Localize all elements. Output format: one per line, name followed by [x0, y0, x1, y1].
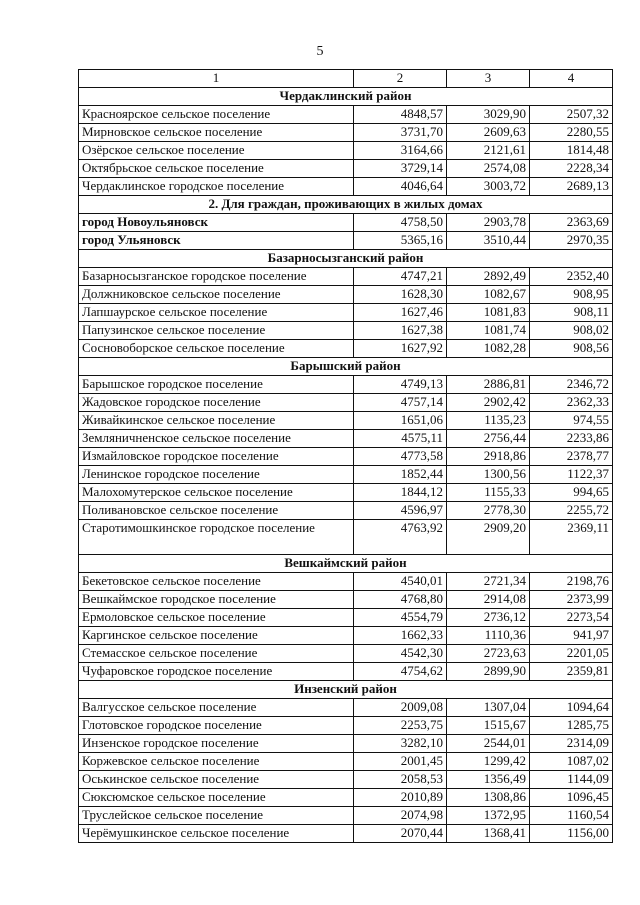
- value-col-2: 2009,08: [354, 699, 447, 717]
- table-row: [79, 789, 613, 807]
- value-col-3: 2721,34: [447, 573, 530, 591]
- settlement-name: Малохомутерское сельское поселение: [79, 484, 354, 502]
- settlement-name: Чердаклинское городское поселение: [79, 178, 354, 196]
- value-col-3: 3510,44: [447, 232, 530, 250]
- value-col-4: 908,95: [530, 286, 613, 304]
- value-col-4: 1087,02: [530, 753, 613, 771]
- settlement-name: Барышское городское поселение: [79, 376, 354, 394]
- settlement-name: Стемасское сельское поселение: [79, 645, 354, 663]
- value-col-3: 3003,72: [447, 178, 530, 196]
- section-title: Барышский район: [79, 358, 613, 376]
- value-col-4: 2378,77: [530, 448, 613, 466]
- settlement-name: Коржевское сельское поселение: [79, 753, 354, 771]
- value-col-4: 1156,00: [530, 825, 613, 843]
- value-col-3: 2723,63: [447, 645, 530, 663]
- value-col-2: 2010,89: [354, 789, 447, 807]
- value-col-2: 1628,30: [354, 286, 447, 304]
- value-col-2: 1852,44: [354, 466, 447, 484]
- settlement-name: Бекетовское сельское поселение: [79, 573, 354, 591]
- settlement-name: Чуфаровское городское поселение: [79, 663, 354, 681]
- value-col-3: 1082,67: [447, 286, 530, 304]
- tariff-table: [78, 69, 613, 843]
- settlement-name: Оськинское сельское поселение: [79, 771, 354, 789]
- value-col-3: 2778,30: [447, 502, 530, 520]
- value-col-3: 1299,42: [447, 753, 530, 771]
- settlement-name: Ленинское городское поселение: [79, 466, 354, 484]
- value-col-4: 2970,35: [530, 232, 613, 250]
- value-col-3: 2736,12: [447, 609, 530, 627]
- column-header-2: 2: [354, 70, 447, 88]
- settlement-name: Поливановское сельское поселение: [79, 502, 354, 520]
- value-col-3: 1300,56: [447, 466, 530, 484]
- value-col-3: 2902,42: [447, 394, 530, 412]
- table-row: [79, 771, 613, 789]
- value-col-3: 2909,20: [447, 520, 530, 555]
- table-row: [79, 573, 613, 591]
- value-col-2: 4773,58: [354, 448, 447, 466]
- table-row: [79, 322, 613, 340]
- value-col-3: 2574,08: [447, 160, 530, 178]
- value-col-2: 4754,62: [354, 663, 447, 681]
- value-col-2: 4749,13: [354, 376, 447, 394]
- table-row: [79, 106, 613, 124]
- value-col-4: 1122,37: [530, 466, 613, 484]
- value-col-2: 4758,50: [354, 214, 447, 232]
- value-col-2: 4848,57: [354, 106, 447, 124]
- value-col-4: 2359,81: [530, 663, 613, 681]
- column-header-1: 1: [79, 70, 354, 88]
- value-col-2: 2001,45: [354, 753, 447, 771]
- value-col-3: 3029,90: [447, 106, 530, 124]
- settlement-name: Ермоловское сельское поселение: [79, 609, 354, 627]
- table-row: [79, 466, 613, 484]
- value-col-4: 1285,75: [530, 717, 613, 735]
- table-row: [79, 825, 613, 843]
- value-col-2: 1627,38: [354, 322, 447, 340]
- value-col-4: 2233,86: [530, 430, 613, 448]
- table-header-row: [79, 70, 613, 88]
- table-row: [79, 502, 613, 520]
- table-row: [79, 484, 613, 502]
- settlement-name: Инзенское городское поселение: [79, 735, 354, 753]
- value-col-2: 4554,79: [354, 609, 447, 627]
- value-col-3: 1368,41: [447, 825, 530, 843]
- table-row: [79, 609, 613, 627]
- value-col-2: 2058,53: [354, 771, 447, 789]
- table-row: [79, 376, 613, 394]
- value-col-4: 2363,69: [530, 214, 613, 232]
- section-header-row: [79, 555, 613, 573]
- value-col-4: 908,02: [530, 322, 613, 340]
- value-col-4: 2373,99: [530, 591, 613, 609]
- section-header-row: [79, 250, 613, 268]
- table-body: [79, 88, 613, 843]
- settlement-name: Базарносызганское городское поселение: [79, 268, 354, 286]
- value-col-4: 941,97: [530, 627, 613, 645]
- value-col-4: 1094,64: [530, 699, 613, 717]
- value-col-3: 2903,78: [447, 214, 530, 232]
- table-row: [79, 232, 613, 250]
- column-header-3: 3: [447, 70, 530, 88]
- value-col-4: 1096,45: [530, 789, 613, 807]
- table-row: [79, 304, 613, 322]
- table-row: [79, 178, 613, 196]
- settlement-name: Земляничненское сельское поселение: [79, 430, 354, 448]
- value-col-4: 2352,40: [530, 268, 613, 286]
- table-row: [79, 268, 613, 286]
- value-col-2: 4757,14: [354, 394, 447, 412]
- table-row: [79, 520, 613, 555]
- value-col-2: 3164,66: [354, 142, 447, 160]
- settlement-name: Глотовское городское поселение: [79, 717, 354, 735]
- settlement-name: Мирновское сельское поселение: [79, 124, 354, 142]
- settlement-name: Жадовское городское поселение: [79, 394, 354, 412]
- value-col-3: 1515,67: [447, 717, 530, 735]
- value-col-4: 908,11: [530, 304, 613, 322]
- table-row: [79, 699, 613, 717]
- value-col-3: 1307,04: [447, 699, 530, 717]
- value-col-4: 2689,13: [530, 178, 613, 196]
- table-row: [79, 340, 613, 358]
- table-row: [79, 663, 613, 681]
- settlement-name: Труслейское сельское поселение: [79, 807, 354, 825]
- table-row: [79, 591, 613, 609]
- value-col-2: 4542,30: [354, 645, 447, 663]
- table-row: [79, 627, 613, 645]
- value-col-4: 2228,34: [530, 160, 613, 178]
- table-row: [79, 286, 613, 304]
- value-col-3: 2756,44: [447, 430, 530, 448]
- value-col-4: 1144,09: [530, 771, 613, 789]
- section-title: 2. Для граждан, проживающих в жилых домах: [79, 196, 613, 214]
- value-col-4: 2198,76: [530, 573, 613, 591]
- section-title: Базарносызганский район: [79, 250, 613, 268]
- value-col-3: 2609,63: [447, 124, 530, 142]
- value-col-2: 4046,64: [354, 178, 447, 196]
- value-col-2: 2253,75: [354, 717, 447, 735]
- table-row: [79, 124, 613, 142]
- value-col-4: 1814,48: [530, 142, 613, 160]
- value-col-4: 2362,33: [530, 394, 613, 412]
- value-col-2: 1627,46: [354, 304, 447, 322]
- value-col-4: 2280,55: [530, 124, 613, 142]
- value-col-3: 1135,23: [447, 412, 530, 430]
- value-col-2: 1651,06: [354, 412, 447, 430]
- section-header-row: [79, 681, 613, 699]
- table-row: [79, 160, 613, 178]
- value-col-3: 1110,36: [447, 627, 530, 645]
- value-col-2: 4540,01: [354, 573, 447, 591]
- section-title: Чердаклинский район: [79, 88, 613, 106]
- value-col-2: 1844,12: [354, 484, 447, 502]
- settlement-name: Вешкаймское городское поселение: [79, 591, 354, 609]
- value-col-3: 1155,33: [447, 484, 530, 502]
- value-col-2: 4768,80: [354, 591, 447, 609]
- settlement-name: Папузинское сельское поселение: [79, 322, 354, 340]
- settlement-name: Должниковское сельское поселение: [79, 286, 354, 304]
- settlement-name: город Ульяновск: [79, 232, 354, 250]
- settlement-name: Старотимошкинское городское поселение: [79, 520, 354, 555]
- value-col-4: 2273,54: [530, 609, 613, 627]
- value-col-2: 3282,10: [354, 735, 447, 753]
- value-col-2: 5365,16: [354, 232, 447, 250]
- table-row: [79, 142, 613, 160]
- table-row: [79, 735, 613, 753]
- section-header-row: [79, 196, 613, 214]
- value-col-2: 3729,14: [354, 160, 447, 178]
- value-col-3: 2918,86: [447, 448, 530, 466]
- table-row: [79, 430, 613, 448]
- settlement-name: Октябрьское сельское поселение: [79, 160, 354, 178]
- value-col-3: 2914,08: [447, 591, 530, 609]
- settlement-name: Измайловское городское поселение: [79, 448, 354, 466]
- value-col-2: 3731,70: [354, 124, 447, 142]
- settlement-name: Лапшаурское сельское поселение: [79, 304, 354, 322]
- value-col-3: 1081,83: [447, 304, 530, 322]
- settlement-name: Красноярское сельское поселение: [79, 106, 354, 124]
- value-col-2: 2074,98: [354, 807, 447, 825]
- value-col-4: 2201,05: [530, 645, 613, 663]
- settlement-name: Сюксюмское сельское поселение: [79, 789, 354, 807]
- value-col-2: 4747,21: [354, 268, 447, 286]
- table-row: [79, 394, 613, 412]
- section-title: Инзенский район: [79, 681, 613, 699]
- value-col-3: 2886,81: [447, 376, 530, 394]
- table-row: [79, 753, 613, 771]
- value-col-2: 1627,92: [354, 340, 447, 358]
- section-header-row: [79, 88, 613, 106]
- settlement-name: Черёмушкинское сельское поселение: [79, 825, 354, 843]
- settlement-name: Валгусское сельское поселение: [79, 699, 354, 717]
- value-col-4: 2346,72: [530, 376, 613, 394]
- value-col-2: 4596,97: [354, 502, 447, 520]
- value-col-3: 2899,90: [447, 663, 530, 681]
- value-col-4: 2255,72: [530, 502, 613, 520]
- value-col-2: 4763,92: [354, 520, 447, 555]
- value-col-4: 908,56: [530, 340, 613, 358]
- value-col-3: 1356,49: [447, 771, 530, 789]
- value-col-3: 1372,95: [447, 807, 530, 825]
- value-col-4: 2314,09: [530, 735, 613, 753]
- settlement-name: Живайкинское сельское поселение: [79, 412, 354, 430]
- settlement-name: Каргинское сельское поселение: [79, 627, 354, 645]
- settlement-name: Озёрское сельское поселение: [79, 142, 354, 160]
- section-header-row: [79, 358, 613, 376]
- section-title: Вешкаймский район: [79, 555, 613, 573]
- settlement-name: Сосновоборское сельское поселение: [79, 340, 354, 358]
- value-col-4: 994,65: [530, 484, 613, 502]
- value-col-4: 2369,11: [530, 520, 613, 555]
- table-row: [79, 645, 613, 663]
- value-col-4: 1160,54: [530, 807, 613, 825]
- value-col-3: 2121,61: [447, 142, 530, 160]
- column-header-4: 4: [530, 70, 613, 88]
- page-number: 5: [316, 44, 324, 59]
- table-row: [79, 807, 613, 825]
- value-col-2: 4575,11: [354, 430, 447, 448]
- table-row: [79, 448, 613, 466]
- value-col-4: 2507,32: [530, 106, 613, 124]
- settlement-name: город Новоульяновск: [79, 214, 354, 232]
- value-col-3: 2544,01: [447, 735, 530, 753]
- table-row: [79, 412, 613, 430]
- value-col-3: 1082,28: [447, 340, 530, 358]
- value-col-3: 2892,49: [447, 268, 530, 286]
- value-col-3: 1081,74: [447, 322, 530, 340]
- table-row: [79, 717, 613, 735]
- value-col-2: 2070,44: [354, 825, 447, 843]
- table-row: [79, 214, 613, 232]
- value-col-2: 1662,33: [354, 627, 447, 645]
- value-col-3: 1308,86: [447, 789, 530, 807]
- value-col-4: 974,55: [530, 412, 613, 430]
